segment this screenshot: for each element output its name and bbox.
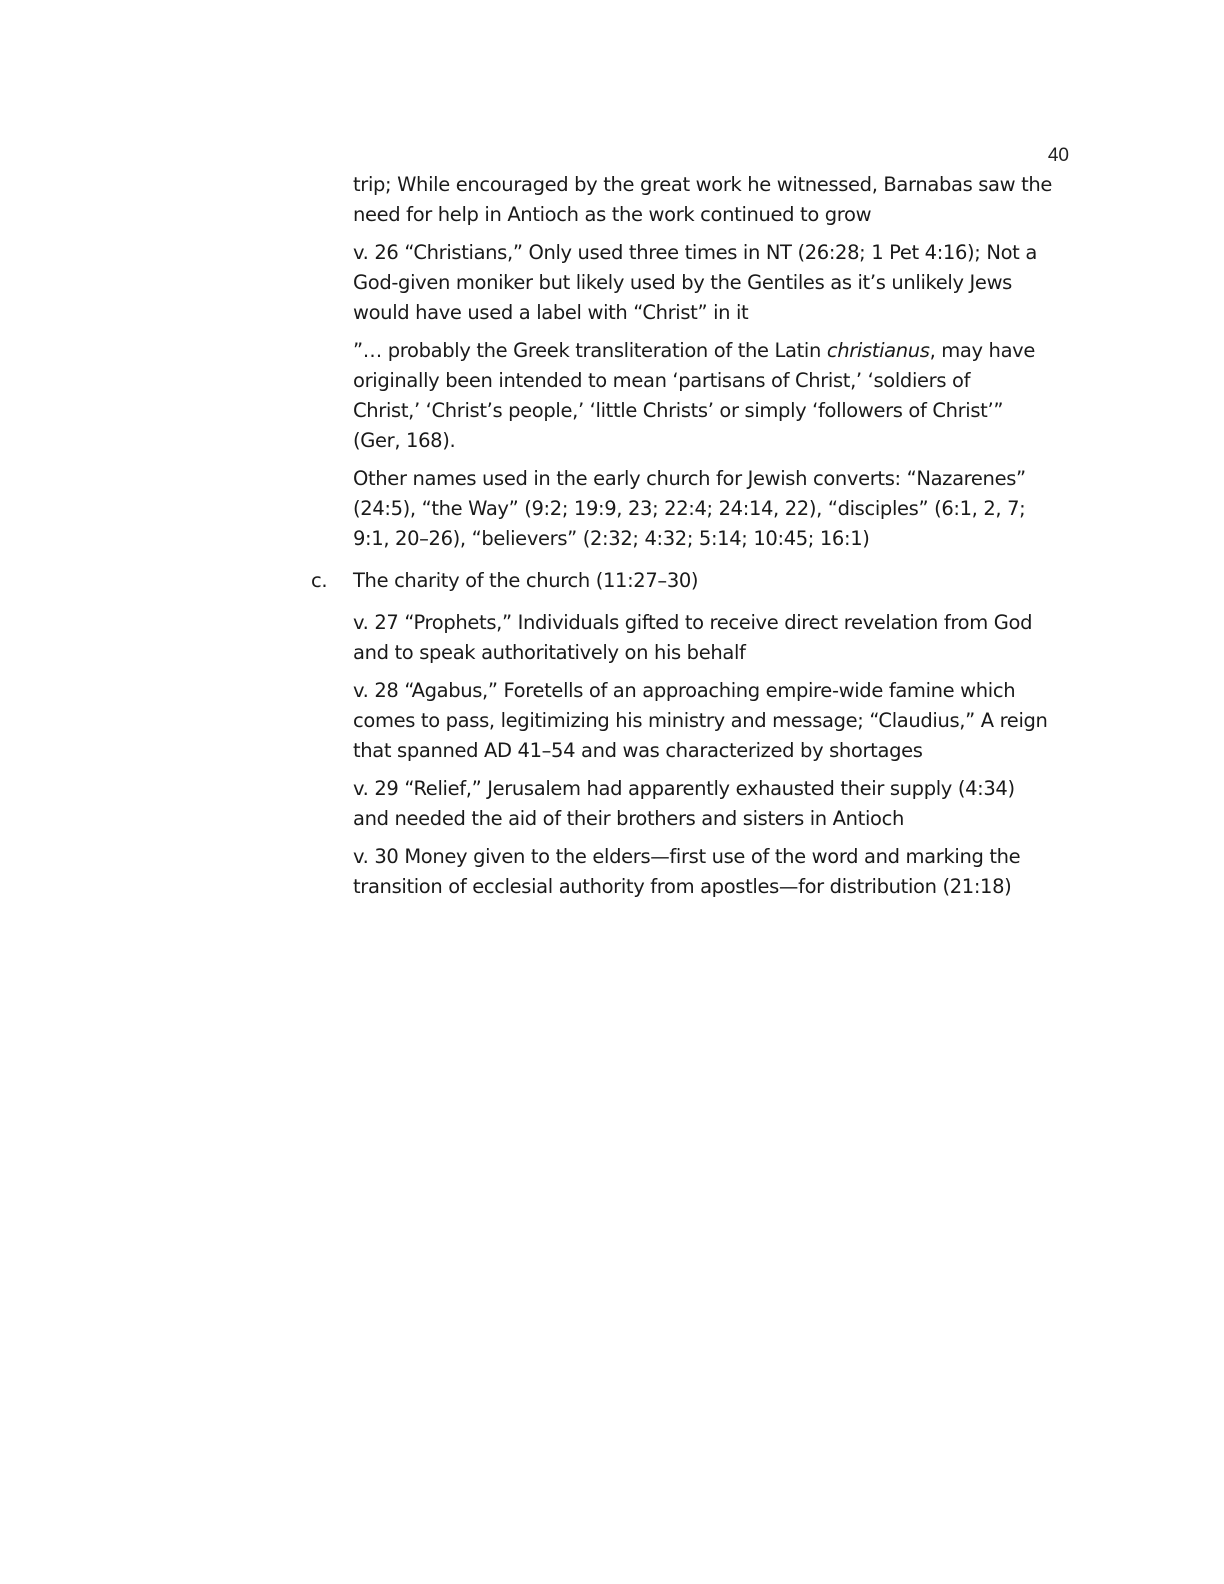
text-line: (Ger, 168).: [353, 429, 456, 452]
text-line: Other names used in the early church for Jewish converts: “Nazarenes”: [353, 467, 1026, 490]
text-line: v. 27 “Prophets,” Individuals gifted to receive direct revelation from God: [353, 611, 1033, 634]
text-line: v. 26 “Christians,” Only used three times in NT (26:28; 1 Pet 4:16); Not a: [353, 241, 1037, 264]
text-line: 9:1, 20–26), “believers” (2:32; 4:32; 5:14; 10:45; 16:1): [353, 527, 870, 550]
quote-christianus: [353, 336, 1073, 456]
note-v28-agabus: [353, 676, 1073, 766]
text-line: [353, 336, 1073, 366]
text-line: v. 30 Money given to the elders—first use of the word and marking the: [353, 845, 1021, 868]
text-line: transition of ecclesial authority from apostles—for distribution (21:18): [353, 875, 1012, 898]
text-line: and needed the aid of their brothers and sisters in Antioch: [353, 807, 904, 830]
note-v29-relief: [353, 774, 1073, 834]
note-v27-prophets: [353, 608, 1073, 668]
note-v30-elders: [353, 842, 1073, 902]
text-line: trip; While encouraged by the great work he witnessed, Barnabas saw the: [353, 173, 1053, 196]
text-line: originally been intended to mean ‘partisans of Christ,’ ‘soldiers of: [353, 369, 971, 392]
quote-text-continue: , may have: [929, 339, 1036, 362]
outline-heading-c: [311, 566, 1073, 596]
text-line: and to speak authoritatively on his behalf: [353, 641, 746, 664]
page-content: [311, 170, 1073, 910]
note-barnabas-trip: [353, 170, 1073, 230]
text-line: (24:5), “the Way” (9:2; 19:9, 23; 22:4; 24:14, 22), “disciples” (6:1, 2, 7;: [353, 497, 1026, 520]
text-line: comes to pass, legitimizing his ministry and message; “Claudius,” A reign: [353, 709, 1048, 732]
text-line: would have used a label with “Christ” in it: [353, 301, 749, 324]
page-number: 40: [1047, 145, 1069, 166]
text-line: v. 29 “Relief,” Jerusalem had apparently exhausted their supply (4:34): [353, 777, 1015, 800]
outline-title: The charity of the church (11:27–30): [353, 569, 699, 592]
latin-term: christianus: [826, 339, 930, 362]
note-other-names: [353, 464, 1073, 554]
quote-text-start: ”… probably the Greek transliteration of the Latin: [353, 339, 827, 362]
text-line: v. 28 “Agabus,” Foretells of an approaching empire-wide famine which: [353, 679, 1016, 702]
text-line: Christ,’ ‘Christ’s people,’ ‘little Christs’ or simply ‘followers of Christ’”: [353, 399, 1004, 422]
outline-marker: c.: [311, 569, 328, 592]
text-line: need for help in Antioch as the work continued to grow: [353, 203, 872, 226]
note-v26-christians: [353, 238, 1073, 328]
text-line: that spanned AD 41–54 and was characterized by shortages: [353, 739, 923, 762]
text-line: God-given moniker but likely used by the Gentiles as it’s unlikely Jews: [353, 271, 1012, 294]
